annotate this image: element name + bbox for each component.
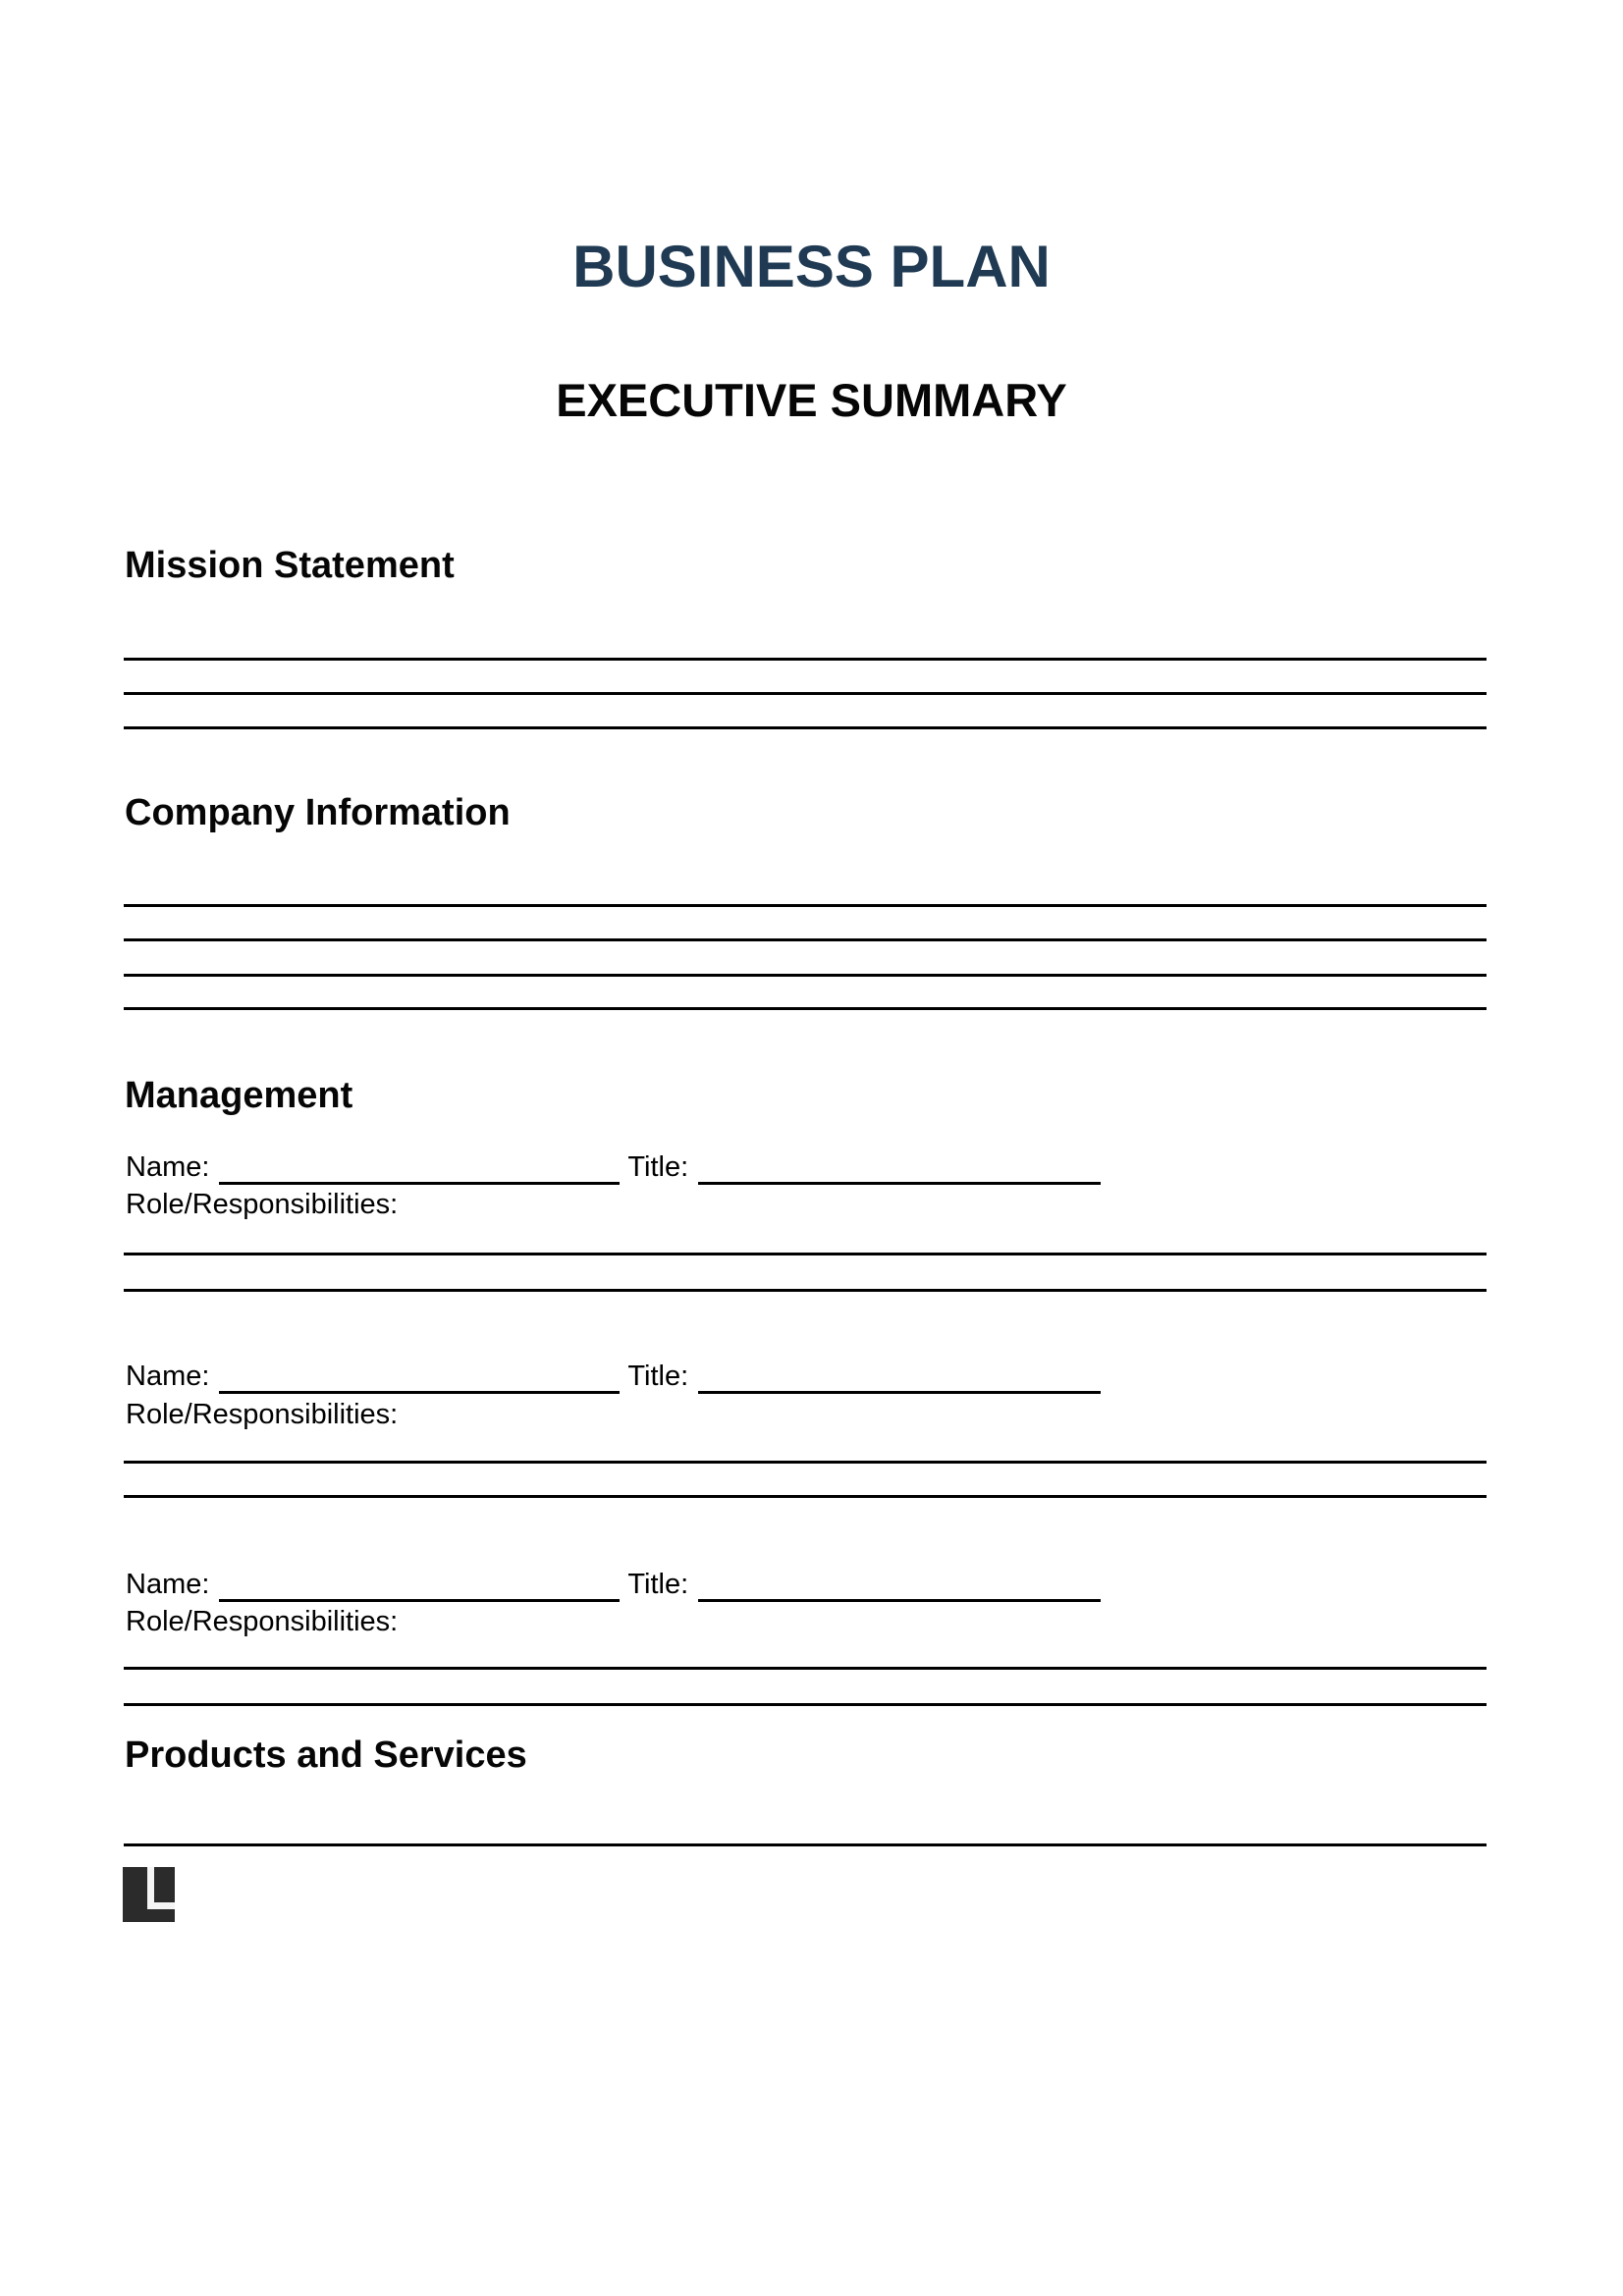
section-heading-management: Management [125, 1075, 353, 1116]
name-label: Name: [126, 1361, 210, 1393]
blank-line [124, 1843, 1487, 1846]
blank-line [124, 904, 1487, 907]
name-label: Name: [126, 1569, 210, 1601]
title-label: Title: [627, 1361, 689, 1393]
title-blank-field [698, 1360, 1101, 1394]
title-label: Title: [627, 1151, 689, 1184]
blank-line [124, 692, 1487, 695]
name-blank-field [219, 1568, 620, 1602]
logo-l-horizontal-bar [147, 1902, 175, 1909]
blank-line [124, 974, 1487, 977]
blank-line [124, 1495, 1487, 1498]
management-entry-name-title-row [126, 1568, 1101, 1602]
section-heading-company-information: Company Information [125, 792, 511, 833]
name-blank-field [219, 1360, 620, 1394]
blank-line [124, 1289, 1487, 1292]
blank-line [124, 938, 1487, 941]
blank-line [124, 1703, 1487, 1706]
blank-line [124, 658, 1487, 661]
blank-line [124, 1461, 1487, 1464]
role-responsibilities-label: Role/Responsibilities: [126, 1399, 399, 1430]
section-heading-products-and-services: Products and Services [125, 1735, 527, 1776]
document-title: BUSINESS PLAN [572, 234, 1051, 299]
title-label: Title: [627, 1569, 689, 1601]
l-mark-brand-logo-icon [123, 1867, 175, 1922]
management-entry-name-title-row [126, 1150, 1101, 1185]
document-subtitle: EXECUTIVE SUMMARY [556, 374, 1067, 426]
blank-line [124, 1667, 1487, 1670]
name-blank-field [219, 1150, 620, 1185]
blank-line [124, 726, 1487, 729]
name-label: Name: [126, 1151, 210, 1184]
blank-line [124, 1007, 1487, 1010]
role-responsibilities-label: Role/Responsibilities: [126, 1189, 399, 1220]
title-blank-field [698, 1568, 1101, 1602]
title-blank-field [698, 1150, 1101, 1185]
role-responsibilities-label: Role/Responsibilities: [126, 1606, 399, 1637]
management-entry-name-title-row [126, 1360, 1101, 1394]
blank-line [124, 1253, 1487, 1255]
section-heading-mission-statement: Mission Statement [125, 545, 455, 586]
